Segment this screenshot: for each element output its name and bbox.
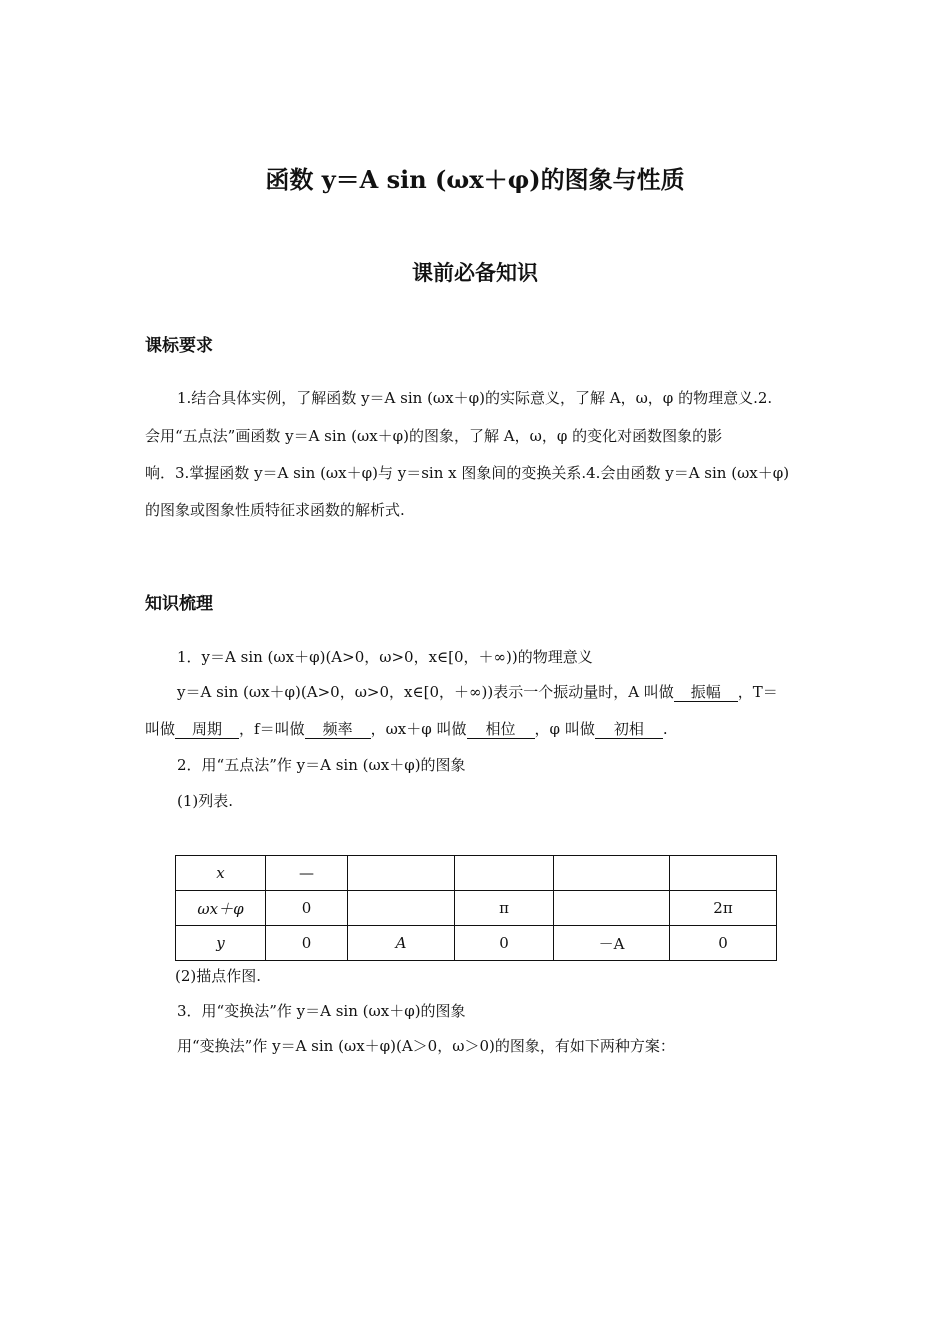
table-cell: 2π xyxy=(670,891,777,926)
table-cell xyxy=(348,856,455,891)
blank-phase: 相位 xyxy=(467,721,535,739)
item1-line2-end: . xyxy=(662,720,668,738)
item2-title: 2．用“五点法”作 y＝A sin (ωx＋φ)的图象 xyxy=(177,756,466,774)
requirements-line-2: 会用“五点法”画函数 y＝A sin (ωx＋φ)的图象，了解 A，ω，φ 的变化对函数图象的影 xyxy=(145,427,723,445)
table-cell: －A xyxy=(554,926,670,961)
blank-period: 周期 xyxy=(175,721,239,739)
item1-line1-text: y＝A sin (ωx＋φ)(A>0，ω>0，x∈[0，＋∞))表示一个振动量时，A 叫做 xyxy=(177,683,674,701)
item3-title: 3．用“变换法”作 y＝A sin (ωx＋φ)的图象 xyxy=(177,1002,466,1020)
requirements-line-4: 的图象或图象性质特征求函数的解析式. xyxy=(145,501,405,519)
table-cell: ωx＋φ xyxy=(176,891,266,926)
table-cell: A xyxy=(348,926,455,961)
section-subtitle: 课前必备知识 xyxy=(412,260,538,285)
blank-frequency: 频率 xyxy=(305,721,371,739)
table-cell: x xyxy=(176,856,266,891)
table-cell: 0 xyxy=(455,926,554,961)
table-cell: — xyxy=(266,856,348,891)
table-cell xyxy=(455,856,554,891)
item1-line2-mid2: ，ωx＋φ 叫做 xyxy=(370,720,467,738)
item3-line: 用“变换法”作 y＝A sin (ωx＋φ)(A＞0，ω＞0)的图象，有如下两种方案： xyxy=(177,1037,675,1055)
item1-line1 xyxy=(177,681,778,702)
table-cell: 0 xyxy=(266,926,348,961)
table-row xyxy=(176,926,777,961)
item1-line2-mid3: ，φ 叫做 xyxy=(534,720,595,738)
table-cell: 0 xyxy=(670,926,777,961)
blank-amplitude: 振幅 xyxy=(674,684,738,702)
five-point-table xyxy=(175,855,777,961)
table-row xyxy=(176,891,777,926)
page-title: 函数 y＝A sin (ωx＋φ)的图象与性质 xyxy=(265,165,685,194)
item1-line2 xyxy=(145,718,668,739)
item2-sub2: (2)描点作图. xyxy=(175,967,262,985)
table-cell: y xyxy=(176,926,266,961)
blank-initial-phase: 初相 xyxy=(595,721,663,739)
item1-title: 1．y＝A sin (ωx＋φ)(A>0，ω>0，x∈[0，＋∞))的物理意义 xyxy=(177,648,593,666)
requirements-line-1: 1.结合具体实例，了解函数 y＝A sin (ωx＋φ)的实际意义，了解 A，ω，φ 的物理意义.2. xyxy=(177,389,773,407)
item1-line1-end: ，T＝ xyxy=(737,683,778,701)
table-cell: π xyxy=(455,891,554,926)
heading-knowledge-review: 知识梳理 xyxy=(145,594,213,614)
item2-sub1: (1)列表. xyxy=(177,792,234,810)
table-cell xyxy=(348,891,455,926)
table-cell: 0 xyxy=(266,891,348,926)
requirements-line-3: 响．3.掌握函数 y＝A sin (ωx＋φ)与 y＝sin x 图象间的变换关系.4.会由函数 y＝A sin (ωx＋φ) xyxy=(145,464,790,482)
item1-line2-mid1: ，f＝叫做 xyxy=(239,720,305,738)
table-row xyxy=(176,856,777,891)
table-cell xyxy=(554,856,670,891)
heading-curriculum-requirements: 课标要求 xyxy=(145,336,213,356)
item1-line2-start: 叫做 xyxy=(145,720,176,738)
table-cell xyxy=(670,856,777,891)
table-cell xyxy=(554,891,670,926)
